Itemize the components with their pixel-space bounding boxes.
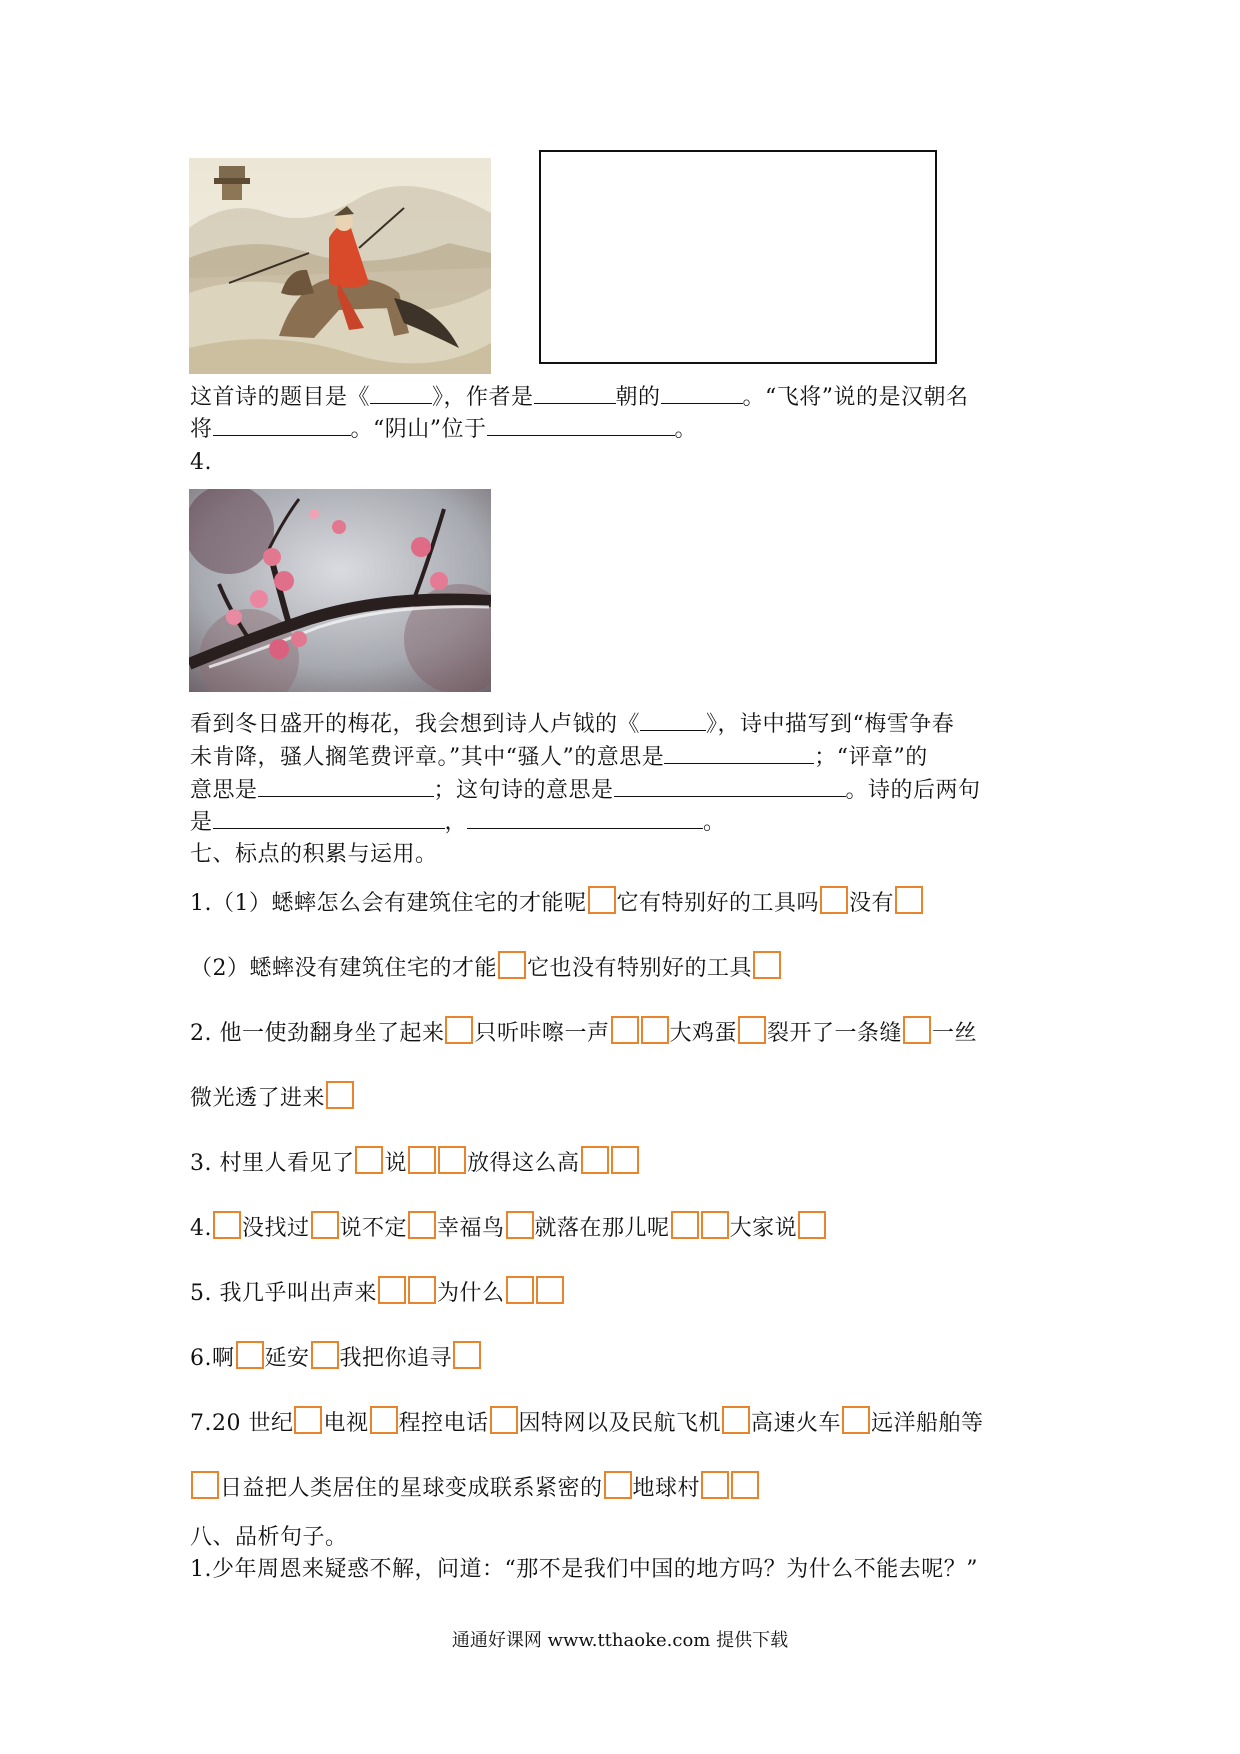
answer-box[interactable]: [506, 1211, 534, 1239]
section7-title: 七、标点的积累与运用。: [190, 842, 438, 867]
answer-box[interactable]: [408, 1146, 436, 1174]
poem2-line4: 是 ， 。: [190, 806, 726, 840]
answer-box[interactable]: [236, 1341, 264, 1369]
answer-box[interactable]: [581, 1146, 609, 1174]
answer-box[interactable]: [294, 1406, 322, 1434]
answer-box[interactable]: [191, 1471, 219, 1499]
question-4-label: 4.: [190, 450, 212, 475]
answer-box[interactable]: [355, 1146, 383, 1174]
q7-4: 4. 没找过 说不定 幸福鸟 就落在那儿呢 大家说: [190, 1211, 827, 1246]
q7-5: 5. 我几乎叫出声来 为什么: [190, 1276, 565, 1311]
answer-box[interactable]: [641, 1016, 669, 1044]
answer-box[interactable]: [604, 1471, 632, 1499]
answer-box[interactable]: [506, 1276, 534, 1304]
answer-box[interactable]: [753, 951, 781, 979]
answer-box[interactable]: [378, 1276, 406, 1304]
answer-box[interactable]: [842, 1406, 870, 1434]
answer-box[interactable]: [326, 1081, 354, 1109]
answer-box[interactable]: [370, 1406, 398, 1434]
answer-box[interactable]: [722, 1406, 750, 1434]
q7-7b: 日益把人类居住的星球变成联系紧密的 地球村: [190, 1471, 760, 1506]
q7-2b: 微光透了进来: [190, 1081, 355, 1116]
answer-box[interactable]: [311, 1341, 339, 1369]
answer-box[interactable]: [498, 951, 526, 979]
page-footer: 通通好课网 www.tthaoke.com 提供下载: [451, 1630, 789, 1651]
answer-box[interactable]: [445, 1016, 473, 1044]
horseman-painting: [189, 158, 491, 374]
answer-box[interactable]: [701, 1211, 729, 1239]
answer-box[interactable]: [311, 1211, 339, 1239]
section8-title: 八、品析句子。: [190, 1525, 348, 1550]
answer-box[interactable]: [611, 1146, 639, 1174]
drawing-box: [539, 150, 937, 364]
answer-box[interactable]: [895, 886, 923, 914]
answer-box[interactable]: [408, 1211, 436, 1239]
answer-box[interactable]: [453, 1341, 481, 1369]
section8-q1: 1.少年周恩来疑惑不解，问道：“那不是我们中国的地方吗？为什么不能去呢？”: [190, 1557, 978, 1582]
poem2-line1: 看到冬日盛开的梅花，我会想到诗人卢钺的《 》，诗中描写到“梅雪争春: [190, 708, 954, 742]
answer-box[interactable]: [798, 1211, 826, 1239]
q7-1a: 1.（1）蟋蟀怎么会有建筑住宅的才能呢 它有特别好的工具吗 没有: [190, 886, 924, 921]
q7-2a: 2. 他一使劲翻身坐了起来 只听咔嚓一声 大鸡蛋 裂开了一条缝 一丝: [190, 1016, 977, 1051]
poem2-line2: 未肯降，骚人搁笔费评章。”其中“骚人”的意思是 ；“评章”的: [190, 741, 928, 775]
q7-1b: （2）蟋蟀没有建筑住宅的才能 它也没有特别好的工具: [190, 951, 782, 986]
answer-box[interactable]: [820, 886, 848, 914]
q7-7a: 7.20 世纪 电视 程控电话 因特网以及民航飞机 高速火车 远洋船舶等: [190, 1406, 984, 1441]
answer-box[interactable]: [438, 1146, 466, 1174]
answer-box[interactable]: [213, 1211, 241, 1239]
answer-box[interactable]: [408, 1276, 436, 1304]
q7-6: 6.啊 延安 我把你追寻: [190, 1341, 482, 1376]
poem2-line3: 意思是 ；这句诗的意思是 。诗的后两句: [190, 774, 981, 808]
answer-box[interactable]: [738, 1016, 766, 1044]
answer-box[interactable]: [701, 1471, 729, 1499]
poem1-line2: 将 。“阴山”位于 。: [190, 413, 697, 447]
answer-box[interactable]: [490, 1406, 518, 1434]
poem1-line1: 这首诗的题目是《 》，作者是 朝的 。“飞将”说的是汉朝名: [190, 381, 969, 415]
plum-blossom-photo: [189, 489, 491, 692]
q7-3: 3. 村里人看见了 说 放得这么高: [190, 1146, 640, 1181]
answer-box[interactable]: [903, 1016, 931, 1044]
answer-box[interactable]: [536, 1276, 564, 1304]
answer-box[interactable]: [588, 886, 616, 914]
answer-box[interactable]: [611, 1016, 639, 1044]
answer-box[interactable]: [671, 1211, 699, 1239]
answer-box[interactable]: [731, 1471, 759, 1499]
